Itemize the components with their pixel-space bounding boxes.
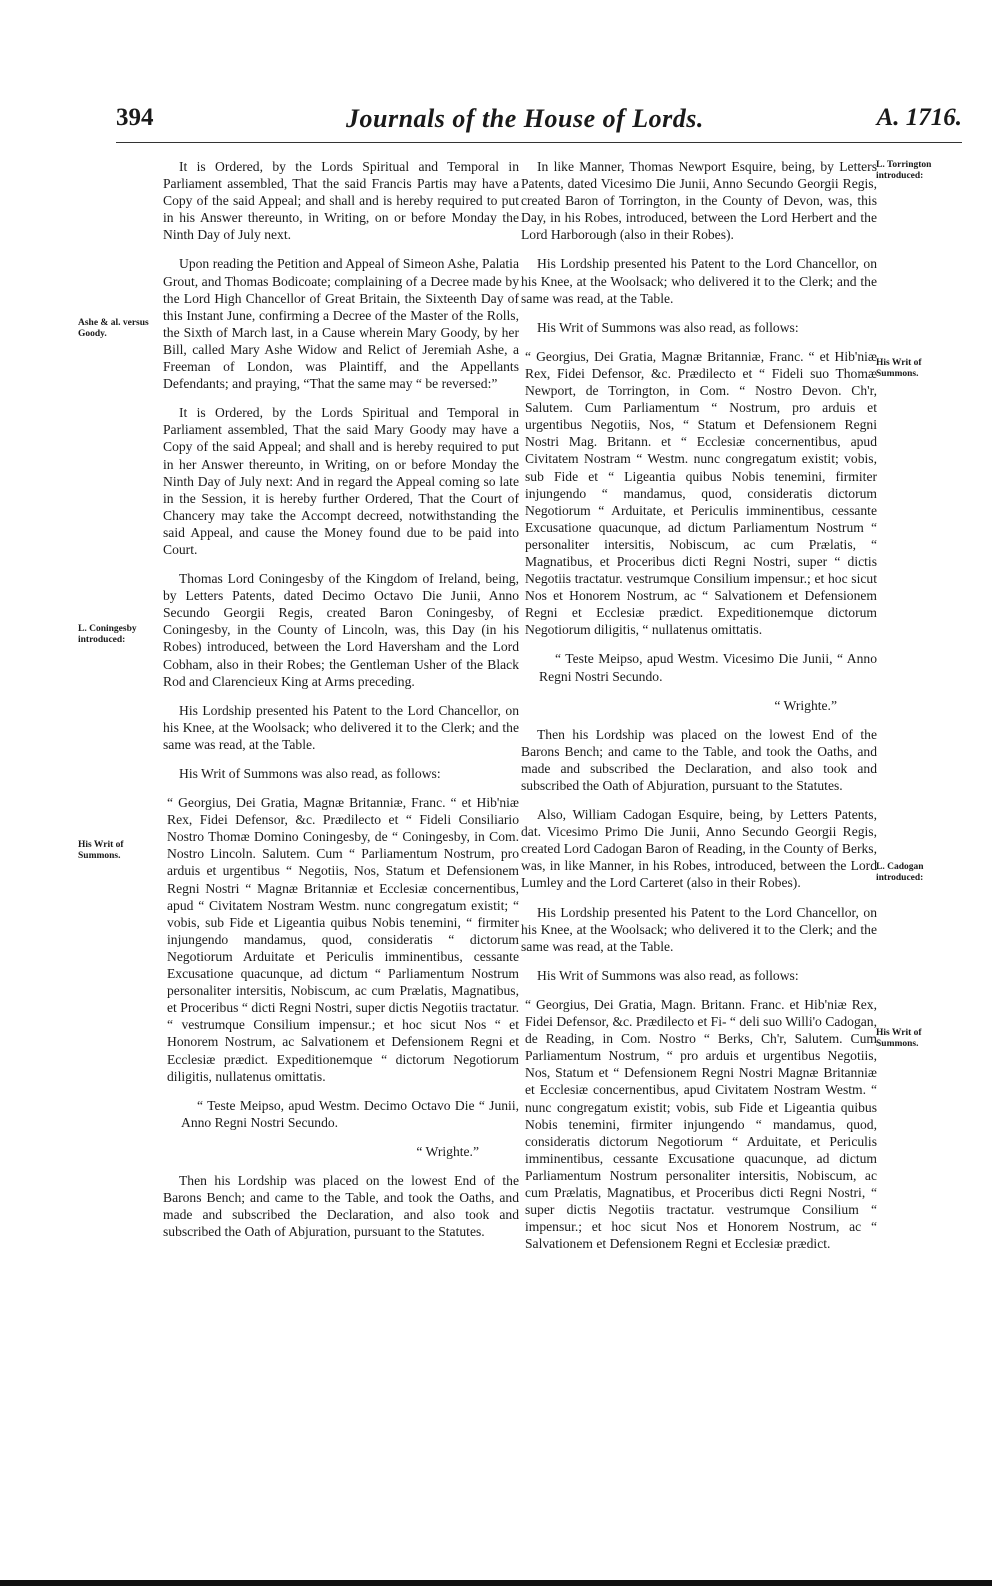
paragraph: His Lordship presented his Patent to the Lord Chancellor, on his Knee, at the Woolsack; who delivered it to the Clerk; and the same was read, at the Table. [521, 904, 877, 954]
paragraph: His Lordship presented his Patent to the Lord Chancellor, on his Knee, at the Woolsack; who delivered it to the Clerk; and the same was read, at the Table. [163, 702, 519, 752]
running-title: Journals of the House of Lords. [346, 104, 704, 133]
margin-note-coningesby: L. Coningesby introduced: [78, 624, 137, 645]
right-column [521, 158, 877, 1264]
bottom-border [0, 1580, 992, 1586]
paragraph: In like Manner, Thomas Newport Esquire, being, by Letters Patents, dated Vicesimo Die Junii, Anno Secundo Georgii Regis, created Baron of Torrington, in the County of Devon, was, this Day, in his Robes, introduced, between the Lord Herbert and the Lord Harborough (also in their Robes). [521, 159, 877, 243]
signature: “ Wrighte.” [416, 1143, 479, 1159]
teste-line: “ Teste Meipso, apud Westm. Decimo Octavo Die “ Junii, Anno Regni Nostri Secundo. [181, 1097, 519, 1130]
margin-note-writ-right-1: His Writ of Summons. [876, 358, 922, 379]
writ-text: “ Georgius, Dei Gratia, Magn. Britann. Franc. et Hib'niæ Rex, Fidei Defensor, &c. Prædilecto et Fi- “ deli suo Willi'o Cadogan, de Reading, in Com. Nostro “ Berks, Ch'r, Salutem. Cum Parliamentum Nostrum, “ pro arduis et urgentibus Negotiis, Nos, Statum et “ Defensionem Regni Nostri Magnæ Britanniæ et Ecclesiæ concernentibus, apud Civitatem Nostram Westm. “ nunc congregatum existit; vobis, sub Fide et Ligeantia quibus Nobis tenemini, firmiter injungendo “ mandamus, quod, consideratis dictorum Negotiorum “ Arduitate, et Periculis imminentibus, cessante Excusatione quacunque, ad dictum Parliamentum Nostrum personaliter intersitis, Nobiscum, ac cum Prælatis, Magnatibus, et Proceribus dicti Regni Nostri, “ super dictis Negotiis tractatur. vestrumque Consilium “ impensur.; et hoc sicut Nos et Honorem Nostrum, ac “ Salvationem et Defensionem Regni et Ecclesiæ prædict. [525, 996, 877, 1252]
writ-text: “ Georgius, Dei Gratia, Magnæ Britanniæ, Franc. “ et Hib'niæ Rex, Fidei Defensor, &c. Prædilecto et “ Fideli suo Thomæ Newport, de Torrington, in Com. “ Nostro Devon. Ch'r, Salutem. Cum Parliamentum “ Nostrum, pro arduis et urgentibus Negotiis, Nos, “ Statum et Defensionem Regni Nostri Mag. Britann. et “ Ecclesiæ concernentibus, apud Civitatem Nostram “ Westm. nunc congregatum existit; vobis, sub Fide et “ Ligeantia quibus Nobis tenemini, firmiter injungendo “ mandamus, quod, consideratis dictorum Negotiorum “ Arduitate, et Periculis imminentibus, cessante Excusatione quacunque, ad dictum Parliamentum Nostrum “ personaliter intersitis, Nobiscum, ac cum Prælatis, “ Magnatibus, et Proceribus dicti Regni Nostri, super “ dictis Negotiis tractatur. vestrumque Consilium impensur.; et hoc sicut Nos et Honorem Nostrum, ac “ Salvationem et Defensionem Regni et Ecclesiæ prædict. Expeditionemque dictorum Negotiorum diligitis, “ nullatenus omittatis. [525, 348, 877, 638]
paragraph: His Writ of Summons was also read, as follows: [537, 967, 799, 983]
header-rule [116, 142, 962, 143]
signature: “ Wrighte.” [774, 697, 837, 713]
year-label: A. 1716. [876, 104, 962, 131]
paragraph: Then his Lordship was placed on the lowest End of the Barons Bench; and came to the Table, and took the Oaths, and made and subscribed the Declaration, and also took and subscribed the Oath of Abjuration, pursuant to the Statutes. [521, 726, 877, 793]
margin-note-writ-left: His Writ of Summons. [78, 840, 124, 861]
page-header [116, 104, 962, 140]
page-number: 394 [116, 104, 154, 131]
margin-note-ashe: Ashe & al. versus Goody. [78, 318, 149, 339]
paragraph: Upon reading the Petition and Appeal of Simeon Ashe, Palatia Grout, and Thomas Bodicoate; complaining of a Decree made by the Lord High Chancellor of Great Britain, the Sixteenth Day of this Instant June, confirming a Decree of the Master of the Rolls, the Sixth of March last, in a Cause wherein Mary Goody, by her Bill, called Mary Ashe Widow and Relict of Jeremiah Ashe, a Freeman of London, was Plaintiff, and the Appellants Defendants; and praying, “That the same may “ be reversed:” [163, 256, 519, 392]
margin-note-cadogan: L. Cadogan introduced: [876, 862, 924, 883]
paragraph: It is Ordered, by the Lords Spiritual and Temporal in Parliament assembled, That the said Mary Goody may have a Copy of the said Appeal; and shall and is hereby required to put in her Answer thereunto, in Writing, on or before Monday the Ninth Day of July next: And in regard the Appeal coming so late in the Session, it is hereby further Ordered, That the Court of Chancery may take the Accompt decreed, notwithstanding the said Appeal, and cause the Money found due to be paid into Court. [163, 405, 519, 557]
left-column [163, 158, 519, 1252]
paragraph: His Writ of Summons was also read, as follows: [179, 766, 441, 781]
paragraph: Thomas Lord Coningesby of the Kingdom of Ireland, being, by Letters Patents, dated Decimo Octavo Die Junii, Anno Secundo Georgii Regis, created Baron Coningesby, of Coningesby, in the County of Lincoln, was, this Day (in his Robes) introduced, between the Lord Haversham and the Lord Cobham, also in their Robes; the Gentleman Usher of the Black Rod and Clarencieux King at Arms preceding. [163, 571, 519, 689]
teste-line: “ Teste Meipso, apud Westm. Vicesimo Die Junii, “ Anno Regni Nostri Secundo. [539, 651, 877, 684]
margin-note-writ-right-2: His Writ of Summons. [876, 1028, 922, 1049]
paragraph: It is Ordered, by the Lords Spiritual and Temporal in Parliament assembled, That the said Francis Partis may have a Copy of the said Appeal; and shall and is hereby required to put in his Answer thereunto, in Writing, on or before Monday the Ninth Day of July next. [163, 159, 519, 243]
margin-note-torrington: L. Torrington introduced: [876, 160, 932, 181]
paragraph: Then his Lordship was placed on the lowest End of the Barons Bench; and came to the Table, and took the Oaths, and made and subscribed the Declaration, and also took and subscribed the Oath of Abjuration, pursuant to the Statutes. [163, 1172, 519, 1240]
writ-text: “ Georgius, Dei Gratia, Magnæ Britanniæ, Franc. “ et Hib'niæ Rex, Fidei Defensor, &c. Prædilecto et “ Fideli Consiliario Nostro Thomæ Domino Coningesby, de “ Coningesby, in Com. Nostro Lincoln. Salutem. Cum “ Parliamentum Nostrum, pro arduis et urgentibus “ Negotiis, Nos, Statum et Defensionem Regni Nostri “ Magnæ Britanniæ et Ecclesiæ concernentibus, apud “ Civitatem Nostram Westm. nunc congregatum existit; “ vobis, sub Fide et Ligeantia quibus Nobis tenemini, “ firmiter injungendo mandamus, quod, consideratis “ dictorum Negotiorum Arduitate et Periculis imminentibus, cessante Excusatione quacunque, ad dictum “ Parliamentum Nostrum personaliter intersitis, Nobiscum, ac cum Prælatis, Magnatibus, et Proceribus “ dicti Regni Nostri, super dictis Negotiis tractatur. “ vestrumque Consilium impensur.; et hoc sicut Nos “ et Honorem Nostrum, ac Salvationem et Defensionem Regni et Ecclesiæ prædict. Expeditionemque “ dictorum Negotiorum diligitis, nullatenus omittatis. [167, 795, 519, 1084]
paragraph: His Writ of Summons was also read, as follows: [537, 319, 799, 335]
paragraph: Also, William Cadogan Esquire, being, by Letters Patents, dat. Vicesimo Primo Die Junii, Anno Secundo Georgii Regis, created Lord Cadogan Baron of Reading, in the County of Berks, was, in like Manner, in his Robes, introduced, between the Lord Lumley and the Lord Carteret (also in their Robes). [521, 807, 877, 891]
paragraph: His Lordship presented his Patent to the Lord Chancellor, on his Knee, at the Woolsack; who delivered it to the Clerk; and the same was read, at the Table. [521, 256, 877, 306]
